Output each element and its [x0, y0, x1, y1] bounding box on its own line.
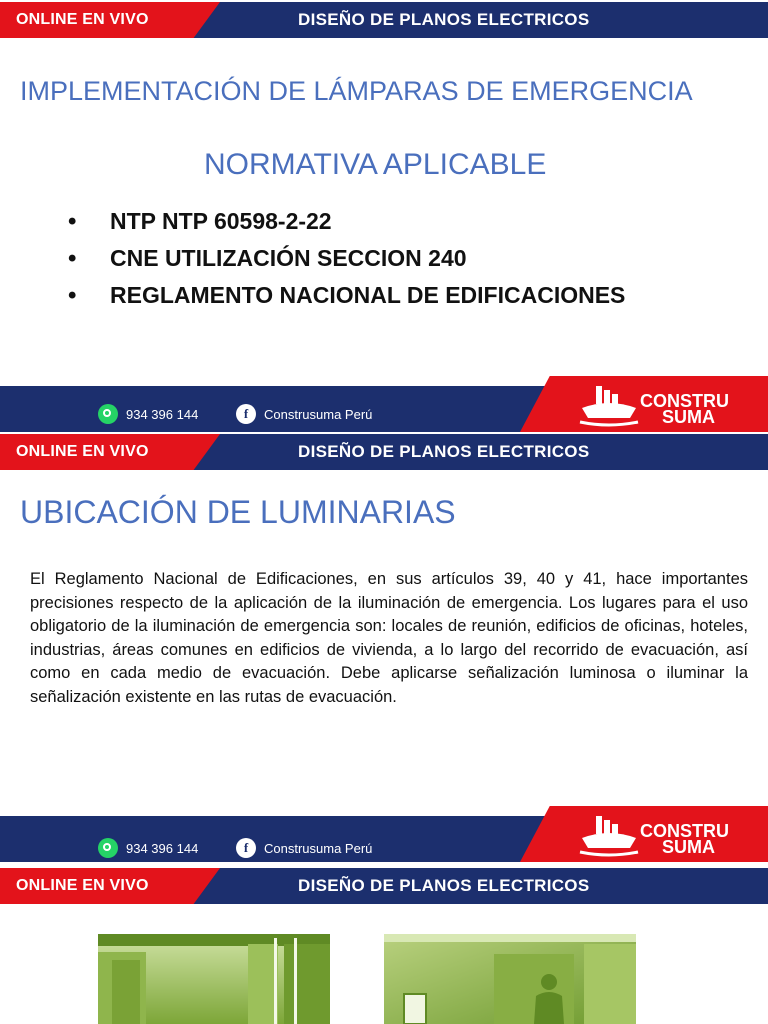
- construsuma-logo-icon: [578, 814, 640, 858]
- facebook-icon: f: [236, 838, 256, 858]
- slide-title: IMPLEMENTACIÓN DE LÁMPARAS DE EMERGENCIA: [20, 76, 693, 106]
- facebook-icon: f: [236, 404, 256, 424]
- header-course-title: DISEÑO DE PLANOS ELECTRICOS: [298, 876, 590, 895]
- emergency-room-photo-left: [98, 934, 330, 1024]
- header-live-label: ONLINE EN VIVO: [16, 11, 149, 28]
- list-item: • CNE UTILIZACIÓN SECCION 240: [68, 240, 625, 277]
- slide-title: UBICACIÓN DE LUMINARIAS: [20, 494, 456, 530]
- construsuma-logo-icon: [578, 384, 640, 428]
- whatsapp-icon: [98, 838, 118, 858]
- phone-number: 934 396 144: [126, 840, 199, 856]
- slide-header: [0, 2, 768, 38]
- facebook-page: Construsuma Perú: [264, 406, 373, 422]
- header-live-label: ONLINE EN VIVO: [16, 877, 149, 894]
- slide-3: [0, 868, 768, 1024]
- emergency-room-photo-right: [384, 934, 636, 1024]
- facebook-page: Construsuma Perú: [264, 840, 373, 856]
- brand-name: CONSTRU SUMA: [640, 821, 729, 857]
- header-live-label: ONLINE EN VIVO: [16, 443, 149, 460]
- slide-header: [0, 868, 768, 904]
- whatsapp-icon: [98, 404, 118, 424]
- slide-footer: [0, 376, 768, 432]
- header-course-title: DISEÑO DE PLANOS ELECTRICOS: [298, 10, 590, 29]
- brand-name: CONSTRU SUMA: [640, 391, 729, 427]
- list-item: • REGLAMENTO NACIONAL DE EDIFICACIONES: [68, 277, 625, 314]
- body-paragraph: El Reglamento Nacional de Edificaciones, en sus artículos 39, 40 y 41, hace importantes precisiones respecto de la aplicación de la iluminación de emergencia. Los lugares para el uso obligatorio de la iluminación de emergencia son: locales de reunión, edificios de oficinas, hoteles, industrias, áreas comunes en edificios de vivienda, a lo largo del recorrido de evacuación, así como en cada medio de evacuación. Debe aplicarse señalización luminosa o iluminar la señalización existente en las rutas de evacuación.: [30, 570, 748, 706]
- slide-1: [0, 0, 768, 432]
- list-item: • NTP NTP 60598-2-22: [68, 203, 625, 240]
- phone-number: 934 396 144: [126, 406, 199, 422]
- slide-subtitle: NORMATIVA APLICABLE: [204, 148, 547, 181]
- slide-footer: [0, 806, 768, 862]
- slide-2: [0, 434, 768, 866]
- slide-header: [0, 434, 768, 470]
- regulations-list: [68, 203, 625, 314]
- header-course-title: DISEÑO DE PLANOS ELECTRICOS: [298, 442, 590, 461]
